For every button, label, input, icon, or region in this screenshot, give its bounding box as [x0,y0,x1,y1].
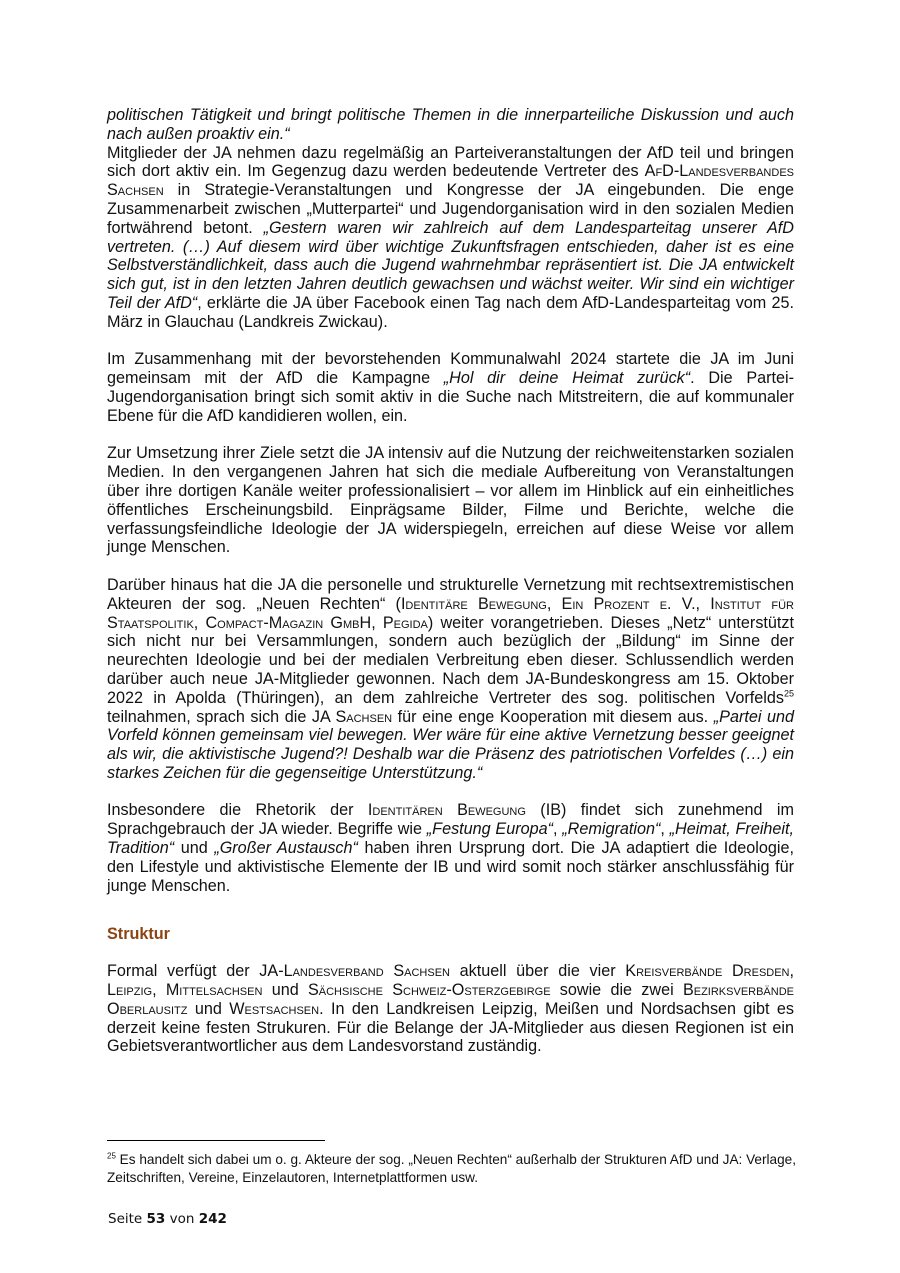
footnote-separator [107,1140,325,1141]
paragraph-5: Insbesondere die Rhetorik der Identitären Bewegung (IB) findet sich zunehmend im Sprachgebrauch der JA wieder. Begriffe wie „Festung Europa“, „Remigration“, „Heimat, Freiheit, Tradition“ und „Großer Austausch“ haben ihren Ursprung dort. Die JA adaptiert die Ideologie, den Lifestyle und aktivistische Elemente der IB und wird somit noch stärker anschlussfähig für junge Menschen. [107,801,795,895]
footnote-number: 25 [107,1151,116,1161]
paragraph-4: Darüber hinaus hat die JA die personelle und strukturelle Vernetzung mit rechtsextremistischen Akteuren der sog. „Neuen Rechten“ (Identitäre Bewegung, Ein Prozent e. V., Institut für Staatspolitik, Compact-Magazin GmbH, Pegida) weiter vorangetrieben. Dieses „Netz“ unterstützt sich nicht nur bei Versammlungen, sondern auch bezüglich der „Bildung“ im Sinne der neurechten Ideologie und bei der medialen Verbreitung eben dieser. Schlussendlich werden darüber auch neue JA-Mitglieder gewonnen. Nach dem JA-Bundeskongress am 15. Oktober 2022 in Apolda (Thüringen), an dem zahlreiche Vertreter des sog. politischen Vorfelds$^{25}$ teilnahmen, sprach sich die JA Sachsen für eine enge Kooperation mit diesem aus. „Partei und Vorfeld können gemeinsam viel bewegen. Wer wäre für eine aktive Vernetzung besser geeignet als wir, die aktivistische Jugend?! Deshalb war die Präsenz des patriotischen Vorfeldes (…) ein starkes Zeichen für die gegenseitige Unterstützung.“ [107,575,795,782]
section-heading: Struktur [107,925,170,944]
paragraph-3: Zur Umsetzung ihrer Ziele setzt die JA intensiv auf die Nutzung der reichweitenstarken sozialen Medien. In den vergangenen Jahren hat sich die mediale Aufbereitung von Veranstaltungen über ihre dortigen Kanäle weiter professionalisiert – vor allem im Hinblick auf ein einheitliches öffentliches Erscheinungsbild. Einprägsame Bilder, Filme und Berichte, welche die verfassungsfeindliche Ideologie der JA widerspiegeln, erreichen auf diese Weise vor allem junge Menschen. [107,444,794,557]
paragraph-1: Mitglieder der JA nehmen dazu regelmäßig an Parteiveranstaltungen der AfD teil und bringen sich dort aktiv ein. Im Gegenzug dazu werden bedeutende Vertreter des AfD-Landesverbandes Sachsen in Strategie-Veranstaltungen und Kongresse der JA eingebunden. Die enge Zusammenarbeit zwischen „Mutterpartei“ und Jugendorganisation wird in den sozialen Medien fortwährend betont. „Gestern waren wir zahlreich auf dem Landesparteitag unserer AfD vertreten. (…) Auf diesem wird über wichtige Zukunftsfragen entschieden, daher ist es eine Selbstverständlichkeit, dass auch die Jugend wahrnehmbar repräsentiert ist. Die JA entwickelt sich gut, ist in den letzten Jahren deutlich gewachsen und wächst weiter. Wir sind ein wichtiger Teil der AfD“, erklärte die JA über Facebook einen Tag nach dem AfD-Landesparteitag vom 25. März in Glauchau (Landkreis Zwickau). [107,143,795,331]
paragraph-2: Im Zusammenhang mit der bevorstehenden Kommunalwahl 2024 startete die JA im Juni gemeinsam mit der AfD die Kampagne „Hol dir deine Heimat zurück“. Die Partei-Jugendorganisation bringt sich somit aktiv in die Suche nach Mitstreitern, die auf kommunaler Ebene für die AfD kandidieren wollen, ein. [107,350,794,425]
footnote-ref[interactable]: 25 [783,688,794,699]
paragraph-quote-end: politischen Tätigkeit und bringt politische Themen in die innerparteiliche Diskussion und auch nach außen proaktiv ein.“ [107,106,794,143]
paragraph-6: Formal verfügt der JA-Landesverband Sachsen aktuell über die vier Kreisverbände Dresden, Leipzig, Mittelsachsen und Sächsische Schweiz-Osterzgebirge sowie die zwei Bezirksverbände Oberlausitz und Westsachsen. In den Landkreisen Leipzig, Meißen und Nordsachsen gibt es derzeit keine festen Strukuren. Für die Belange der JA-Mitglieder aus diesen Regionen ist ein Gebietsverantwortlicher aus dem Landesvorstand zuständig. [107,962,794,1056]
page-number: Seite 53 von 242 [108,1211,227,1227]
document-body [107,106,794,1075]
footnote: $^{25}$ Es handelt sich dabei um o. g. Akteure der sog. „Neuen Rechten“ außerhalb der Strukturen AfD und JA: Verlage, Zeitschriften, Vereine, Einzelautoren, Internetplattformen usw. [107,1151,796,1185]
